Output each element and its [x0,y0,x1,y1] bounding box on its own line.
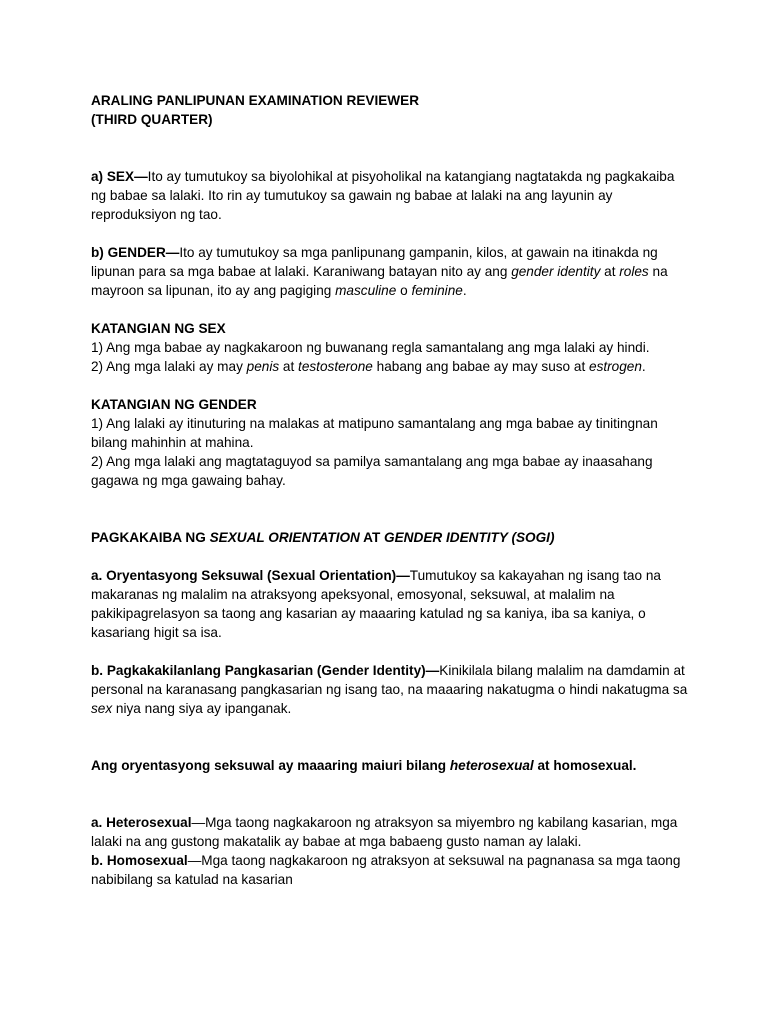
term-estrogen: estrogen [589,359,642,374]
gender-term-feminine: feminine [411,283,463,298]
sex-definition [91,167,691,224]
gender-text-5: . [462,283,467,298]
document-body [91,91,691,889]
heterosexual-definition [91,813,691,851]
item2-text-d: . [641,359,646,374]
homosexual-label: b. Homosexual [91,853,188,868]
sogi-heading-term-2: GENDER IDENTITY (SOGI) [384,530,555,545]
classification-statement [91,756,691,775]
gender-identity-text-1: Kinikilala bilang malalim na damdamin at personal na karanasang pangkasarian ng isang tao, na maaaring nakatugma o hindi nakatugma sa [91,663,688,697]
item2-text-b: at [279,359,299,374]
gender-text-3: na mayroon sa lipunan, ito ay ang pagiging [91,264,668,298]
heterosexual-text: —Mga taong nagkakaroon ng atraksyon sa miyembro ng kabilang kasarian, mga lalaki na ang gustong makatalik ay babae at mga babaeng gusto naman ay lalaki. [91,815,678,849]
sogi-heading-term-1: SEXUAL ORIENTATION [209,530,360,545]
classification-term: heterosexual [449,758,534,773]
heterosexual-label: a. Heterosexual [91,815,192,830]
sogi-heading [91,528,691,547]
classification-text-a: Ang oryentasyong seksuwal ay maaaring maiuri bilang [91,758,450,773]
katangian-gender-heading: KATANGIAN NG GENDER [91,397,257,412]
item2-text-c: habang ang babae ay may suso at [372,359,590,374]
gender-definition [91,243,691,300]
title-line-1: ARALING PANLIPUNAN EXAMINATION REVIEWER [91,93,420,108]
title-line-2: (THIRD QUARTER) [91,112,213,127]
katangian-sex-item-1: 1) Ang mga babae ay nagkakaroon ng buwanang regla samantalang ang mga lalaki ay hindi. [91,340,650,355]
katangian-gender-item-2: 2) Ang mga lalaki ang magtataguyod sa pamilya samantalang ang mga babae ay inaasahang gagawa ng mga gawaing bahay. [91,454,653,488]
term-penis: penis [246,359,280,374]
katangian-sex-item-2 [91,357,691,376]
katangian-gender-item-1: 1) Ang lalaki ay itinuturing na malakas at matipuno samantalang ang mga babae ay tinitingnan bilang mahinhin at mahina. [91,416,658,450]
gender-text-1: Ito ay tumutukoy sa mga panlipunang gampanin, kilos, at gawain na itinakda ng lipunan para sa mga babae at lalaki. Karaniwang batayan nito ay ang [91,245,658,279]
sex-text: Ito ay tumutukoy sa biyolohikal at pisyoholikal na katangiang nagtatakda ng pagkakaiba ng babae sa lalaki. Ito rin ay tumutukoy sa gawain ng babae at lalaki na ang layunin ay reproduksiyon ng tao. [91,169,675,222]
classification-text-b: at homosexual. [533,758,637,773]
gender-text-4: o [396,283,412,298]
sexual-orientation-label: a. Oryentasyong Seksuwal (Sexual Orientation)— [91,568,410,583]
gender-identity-definition [91,661,691,718]
document-title [91,91,691,129]
gender-identity-label: b. Pagkakakilanlang Pangkasarian (Gender Identity)— [91,663,440,678]
katangian-sex-heading: KATANGIAN NG SEX [91,321,226,336]
gender-term-gender-identity: gender identity [511,264,601,279]
sogi-heading-text-a: PAGKAKAIBA NG [91,530,210,545]
sexual-orientation-text: Tumutukoy sa kakayahan ng isang tao na makaranas ng malalim na atraksyong apeksyonal, emosyonal, seksuwal, at malalim na pakikipagrelasyon sa taong ang kasarian ay maaaring katulad ng sa kaniya, iba sa kaniya, o kasariang higit sa isa. [91,568,661,640]
gender-label: b) GENDER— [91,245,180,260]
sogi-heading-text-b: AT [359,530,385,545]
homosexual-text: —Mga taong nagkakaroon ng atraksyon at seksuwal na pagnanasa sa mga taong nabibilang sa katulad na kasarian [91,853,681,887]
gender-identity-term-sex: sex [91,701,113,716]
term-testosterone: testosterone [298,359,373,374]
gender-text-2: at [600,264,620,279]
gender-identity-text-2: niya nang siya ay ipanganak. [112,701,292,716]
gender-term-masculine: masculine [335,283,397,298]
sexual-orientation-definition [91,566,691,642]
gender-term-roles: roles [619,264,649,279]
homosexual-definition [91,851,691,889]
sex-label: a) SEX— [91,169,148,184]
item2-text-a: 2) Ang mga lalaki ay may [91,359,247,374]
